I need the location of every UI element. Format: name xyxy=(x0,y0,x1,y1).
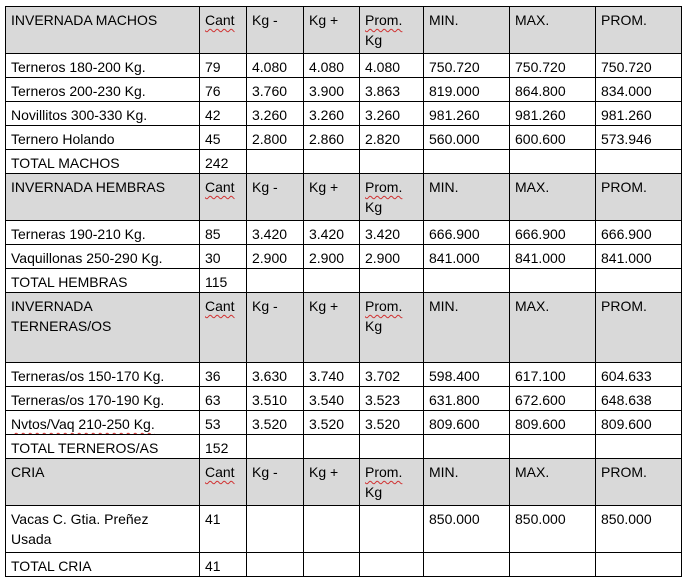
total-row: TOTAL MACHOS 242 xyxy=(6,150,682,174)
table-row: Vacas C. Gtia. Preñez Usada 41 850.000 850.000 850.000 xyxy=(6,506,682,553)
col-prom-total: PROM. xyxy=(596,7,682,54)
table-row: Terneras/os 150-170 Kg. 36 3.630 3.740 3.702 598.400 617.100 604.633 xyxy=(6,363,682,387)
col-kg: Kg xyxy=(365,32,383,48)
section-title: CRIA xyxy=(6,459,200,506)
section-title: INVERNADA HEMBRAS xyxy=(6,174,200,221)
col-kg-min: Kg - xyxy=(247,7,304,54)
table-row: Novillitos 300-330 Kg. 42 3.260 3.260 3.260 981.260 981.260 981.260 xyxy=(6,102,682,126)
section-header-row: CRIA Cant Kg - Kg + Prom. Kg MIN. MAX. PROM. xyxy=(6,459,682,506)
table-row: Terneros 180-200 Kg. 79 4.080 4.080 4.080 750.720 750.720 750.720 xyxy=(6,54,682,78)
table-row: Terneras 190-210 Kg. 85 3.420 3.420 3.420 666.900 666.900 666.900 xyxy=(6,221,682,245)
total-row: TOTAL CRIA 41 xyxy=(6,553,682,577)
table-row: Ternero Holando 45 2.800 2.860 2.820 560.000 600.600 573.946 xyxy=(6,126,682,150)
section-header-row: INVERNADA HEMBRAS Cant Kg - Kg + Prom. Kg MIN. MAX. PROM. xyxy=(6,174,682,221)
col-kg-max: Kg + xyxy=(304,7,360,54)
table-row: Vaquillonas 250-290 Kg. 30 2.900 2.900 2.900 841.000 841.000 841.000 xyxy=(6,245,682,269)
section-header-row: INVERNADA TERNERAS/OS Cant Kg - Kg + Prom. Kg MIN. MAX. PROM. xyxy=(6,293,682,363)
col-cant: Cant xyxy=(205,12,235,28)
total-row: TOTAL TERNEROS/AS 152 xyxy=(6,435,682,459)
col-max: MAX. xyxy=(510,7,596,54)
total-row: TOTAL HEMBRAS 115 xyxy=(6,269,682,293)
col-prom: Prom. xyxy=(365,12,403,28)
col-min: MIN. xyxy=(424,7,510,54)
section-header-row xyxy=(6,7,682,54)
table-row: Terneros 200-230 Kg. 76 3.760 3.900 3.863 819.000 864.800 834.000 xyxy=(6,78,682,102)
section-title: INVERNADA TERNERAS/OS xyxy=(6,293,200,363)
price-table xyxy=(5,6,682,577)
table-row: Nvtos/Vaq 210-250 Kg. 53 3.520 3.520 3.520 809.600 809.600 809.600 xyxy=(6,411,682,435)
section-title: INVERNADA MACHOS xyxy=(6,7,200,54)
table-row: Terneras/os 170-190 Kg. 63 3.510 3.540 3.523 631.800 672.600 648.638 xyxy=(6,387,682,411)
